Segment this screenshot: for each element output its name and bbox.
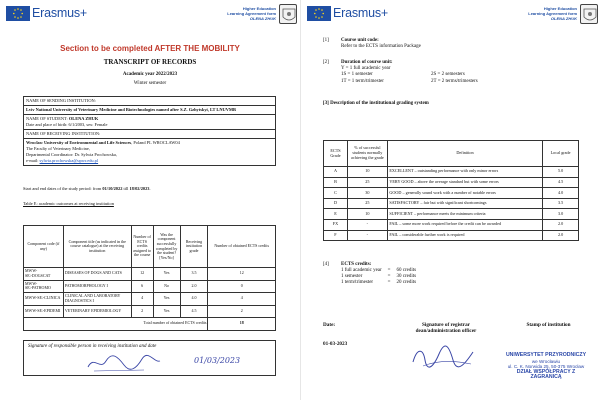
coordinator-email-link[interactable]: sylwia.prochowska@upwr.edu.pl xyxy=(39,158,99,163)
table-row xyxy=(24,293,276,306)
section-text: Refer to the ECTS information Package xyxy=(341,44,421,50)
local-grade: 3.0 xyxy=(543,209,579,220)
grade-percent: 25 xyxy=(347,198,387,209)
stamp-line-3: ul. C. K. Norwida 25, 50-375 Wrocław xyxy=(507,364,585,370)
coordinator: Departmental Coordinator: Dr. Sylwia Prochowska, xyxy=(26,152,117,157)
duration-line: Y = 1 full academic year xyxy=(341,66,391,72)
section-heading: Course unit code: xyxy=(341,38,379,43)
receiving-institution-label: NAME OF RECEIVING INSTITUTION: xyxy=(24,130,275,139)
total-label: Total number of obtained ECTS credits xyxy=(24,318,208,331)
signature-box xyxy=(23,340,276,376)
completed: No xyxy=(153,280,180,293)
date-from: 01/10/2022 xyxy=(102,186,123,191)
component-code: MWW-SE>CLINICA xyxy=(24,293,64,306)
duration-section xyxy=(323,60,478,85)
university-seal-icon xyxy=(580,4,598,24)
duration-line: 1S = 1 semester xyxy=(341,72,373,78)
credit-equals: = xyxy=(387,268,391,274)
credit-period: 1 term/trimester xyxy=(341,280,374,286)
grade-definition: VERY GOOD – above the average standard but with some errors xyxy=(387,177,542,188)
column-header: Receiving institution grade xyxy=(180,226,208,268)
student-birth: Date and place of birth: 6/1/2003, sex: Female xyxy=(26,122,108,127)
section-number: [2] xyxy=(323,60,329,65)
component-title: PATHOMORPHOLOGY I xyxy=(63,280,131,293)
credit-value: 20 credits xyxy=(396,280,417,286)
table-row xyxy=(324,219,579,230)
grade-definition: SATISFACTORY – fair but with significant shortcomings xyxy=(387,198,542,209)
study-period: Start and end dates of the study period: from 01/10/2022 till 18/02/2023. xyxy=(23,186,151,191)
column-header: Number of ECTS credits assigned to the course xyxy=(131,226,153,268)
local-grade: 4.0 xyxy=(543,188,579,199)
ects-grade: E xyxy=(324,209,348,220)
table-caption: Table E: academic outcomes at receiving institution xyxy=(23,201,114,206)
ects-obtained: 2 xyxy=(208,305,276,318)
section-heading: Duration of course unit: xyxy=(341,60,393,65)
header-form-title xyxy=(451,6,577,21)
grade: 2.0 xyxy=(180,280,208,293)
column-header: Component title (as indicated in the course catalogue) at the receiving institution xyxy=(63,226,131,268)
eu-flag-icon xyxy=(307,6,331,21)
ects-assigned: 4 xyxy=(131,293,153,306)
duration-line: 2S = 2 semesters xyxy=(431,72,465,78)
total-value: 18 xyxy=(208,318,276,331)
grade: 3.5 xyxy=(180,268,208,281)
table-row xyxy=(324,209,579,220)
academic-year: Academic year 2022/2023 xyxy=(122,72,178,77)
component-title: DISEASES OF DOGS AND CATS xyxy=(63,268,131,281)
grade: 4.5 xyxy=(180,305,208,318)
institution-info-box xyxy=(23,96,276,166)
registrar-label xyxy=(391,322,501,334)
duration-line: 2T = 2 terms/trimesters xyxy=(431,78,478,84)
local-grade: 2.0 xyxy=(543,230,579,241)
course-unit-code-section xyxy=(323,38,421,50)
local-grade: 3.5 xyxy=(543,198,579,209)
ects-assigned: 6 xyxy=(131,280,153,293)
grade-percent: - xyxy=(347,219,387,230)
dates-prefix: Start and end dates of the study period: from xyxy=(23,186,103,191)
header-form-title xyxy=(150,6,276,21)
date-value: 01-03-2023 xyxy=(323,341,348,347)
grade-definition: FAIL – considerable further work is required xyxy=(387,230,542,241)
faculty: The Faculty of Veterinary Medicine, xyxy=(26,146,90,151)
student-name: OLENA ZHUK xyxy=(68,116,99,121)
student-label: NAME OF STUDENT: xyxy=(26,116,68,121)
table-row xyxy=(324,230,579,241)
table-row xyxy=(24,305,276,318)
section-heading: ECTS credits: xyxy=(341,262,372,267)
grade-percent: 25 xyxy=(347,177,387,188)
section-title: Section to be completed AFTER THE MOBILITY xyxy=(60,44,240,53)
grade-percent: 10 xyxy=(347,167,387,178)
signature-date: 01/03/2023 xyxy=(194,356,241,365)
registrar-label-line-1: Signature of registrar xyxy=(422,322,470,328)
grading-table xyxy=(323,140,579,241)
ects-grade: A xyxy=(324,167,348,178)
ects-grade: C xyxy=(324,188,348,199)
table-row xyxy=(324,167,579,178)
stamp-line-4: DZIAŁ WSPÓŁPRACY Z ZAGRANICĄ xyxy=(516,368,576,381)
credit-period: 1 full academic year xyxy=(341,268,382,274)
section-number: [1] xyxy=(323,38,329,43)
ects-assigned: 12 xyxy=(131,268,153,281)
institution-stamp xyxy=(501,353,591,381)
ects-grade: B xyxy=(324,177,348,188)
grading-table-header xyxy=(324,141,579,167)
duration-line: 1T = 1 term/trimester xyxy=(341,78,384,84)
credits-table xyxy=(341,268,422,286)
university-seal-icon xyxy=(279,4,297,24)
results-table xyxy=(23,225,276,331)
column-header: Component code (if any) xyxy=(24,226,64,268)
credit-period: 1 semester xyxy=(341,274,363,280)
local-grade: 4.5 xyxy=(543,177,579,188)
dates-mid: till xyxy=(122,186,130,191)
local-grade: 5.0 xyxy=(543,167,579,178)
header-line-1: Higher Education xyxy=(242,6,276,11)
grading-page xyxy=(300,0,600,400)
table-row xyxy=(324,198,579,209)
student-info xyxy=(24,115,275,130)
sending-institution-label: NAME OF SENDING INSTITUTION: xyxy=(24,97,275,106)
erasmus-logo: Erasmus+ xyxy=(333,6,389,20)
date-to: 18/02/2023 xyxy=(129,186,150,191)
component-title: CLINICAL AND LABORATORY DIAGNOSTICS I xyxy=(63,293,131,306)
column-header: % of successful students normally achieving the grade xyxy=(347,141,387,167)
total-row xyxy=(24,318,276,331)
date-label: Date: xyxy=(323,322,336,328)
sending-institution-name: Lviv National University of Veterinary Medicine and Biotechnologies named after S.Z. Gzhytskyi, LT LNUVMB xyxy=(24,106,275,115)
signature-caption: Signature of responsible person in receiving institution and date xyxy=(28,344,157,349)
ects-obtained: 0 xyxy=(208,280,276,293)
email-label: e-mail: xyxy=(26,158,40,163)
component-title: VETERINARY EPIDEMIOLOGY xyxy=(63,305,131,318)
section-heading: [3] Description of the institutional grading system xyxy=(323,101,429,106)
ects-obtained: 12 xyxy=(208,268,276,281)
coordinator-signature-icon xyxy=(84,351,164,375)
component-code: MWW-SE>PATHOMO xyxy=(24,280,64,293)
list-item xyxy=(341,280,422,286)
table-row xyxy=(24,280,276,293)
registrar-signature-icon xyxy=(409,342,479,372)
grade-definition: GOOD – generally sound work with a number of notable errors xyxy=(387,188,542,199)
results-table-header xyxy=(24,226,276,268)
stamp-line-1: UNIWERSYTET PRZYRODNICZY xyxy=(505,352,587,358)
completed: Yes xyxy=(153,305,180,318)
document-title: TRANSCRIPT OF RECORDS xyxy=(103,58,197,66)
erasmus-logo: Erasmus+ xyxy=(32,6,88,20)
credit-value: 60 credits xyxy=(396,268,417,274)
local-grade: 2.0 xyxy=(543,219,579,230)
header-line-2: Learning Agreement form xyxy=(227,11,276,16)
header-line-1: Higher Education xyxy=(543,6,577,11)
component-code: MWW-SE>DOGSCAT xyxy=(24,268,64,281)
column-header: Number of obtained ECTS credits xyxy=(208,226,276,268)
grade-definition: FAIL – some more work required before the credit can be awarded xyxy=(387,219,542,230)
registrar-label-line-2: dean/administration officer xyxy=(415,328,477,334)
header-line-2: Learning Agreement form xyxy=(528,11,577,16)
eu-flag-icon xyxy=(6,6,30,21)
grade: 4.0 xyxy=(180,293,208,306)
credit-equals: = xyxy=(387,280,391,286)
credit-equals: = xyxy=(387,274,391,280)
grading-section-heading xyxy=(323,101,429,107)
component-code: MWW-SE>EPIDEMI xyxy=(24,305,64,318)
ects-assigned: 2 xyxy=(131,305,153,318)
ects-grade: D xyxy=(324,198,348,209)
ects-credits-section xyxy=(323,262,422,286)
stamp-line-2: we Wrocławiu xyxy=(531,358,561,364)
credit-value: 30 credits xyxy=(396,274,417,280)
grade-percent: 30 xyxy=(347,188,387,199)
column-header: Definition xyxy=(387,141,542,167)
receiving-institution-code: , Poland PL WROCLAW04 xyxy=(131,140,180,145)
table-row xyxy=(324,177,579,188)
completed: Yes xyxy=(153,293,180,306)
table-row xyxy=(324,188,579,199)
column-header: Local grade xyxy=(543,141,579,167)
completed: Yes xyxy=(153,268,180,281)
grade-percent: - xyxy=(347,230,387,241)
receiving-institution-details xyxy=(24,139,275,165)
column-header: ECTS Grade xyxy=(324,141,348,167)
ects-obtained: 4 xyxy=(208,293,276,306)
column-header: Was the component successfully completed by the student? [Yes/No] xyxy=(153,226,180,268)
table-row xyxy=(24,268,276,281)
semester: Winter semester xyxy=(133,81,167,86)
grade-percent: 10 xyxy=(347,209,387,220)
grade-definition: EXCELLENT – outstanding performance with only minor errors xyxy=(387,167,542,178)
header-student-name: OLENA ZHUK xyxy=(550,16,577,21)
receiving-institution-name: Wroclaw University of Environmental and Life Sciences xyxy=(26,140,132,145)
stamp-label: Stamp of institution xyxy=(526,322,571,328)
section-number: [4] xyxy=(323,262,329,267)
ects-grade: FX xyxy=(324,219,348,230)
header-student-name: OLENA ZHUK xyxy=(249,16,276,21)
grade-definition: SUFFICIENT – performance meets the minimum criteria xyxy=(387,209,542,220)
ects-grade: F xyxy=(324,230,348,241)
